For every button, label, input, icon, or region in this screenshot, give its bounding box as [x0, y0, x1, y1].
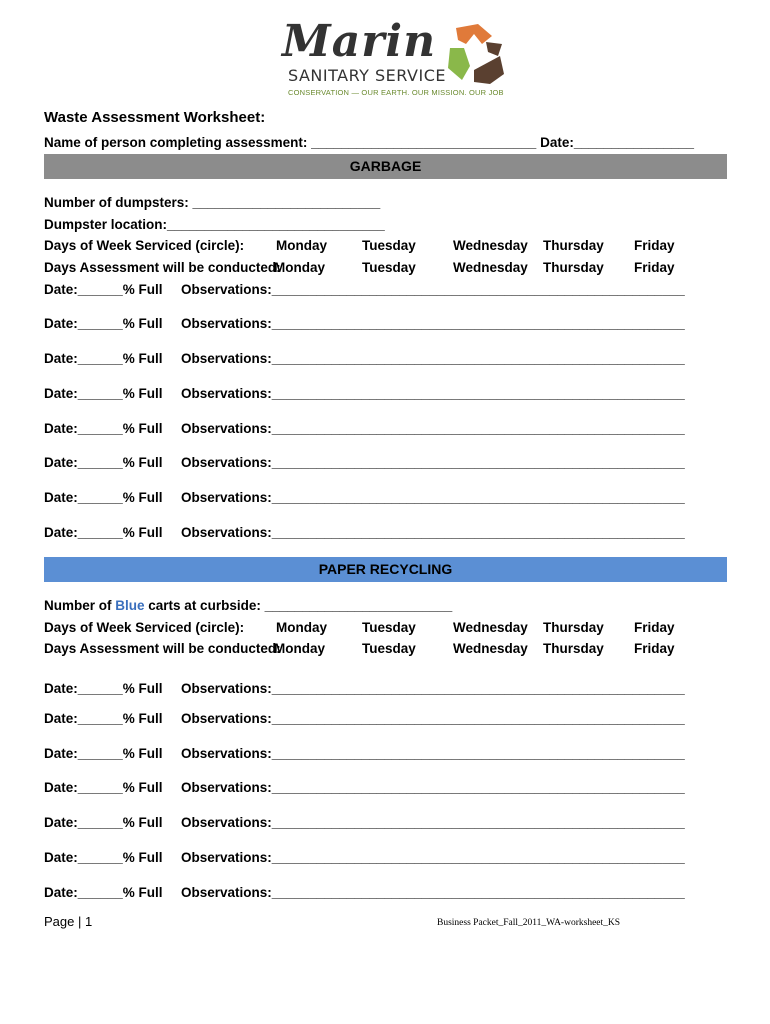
- logo-name: Marin: [282, 16, 437, 67]
- garbage-date-field[interactable]: Date:______% Full: [44, 351, 163, 366]
- worksheet-title: Waste Assessment Worksheet:: [44, 109, 266, 126]
- garbage-observations-field[interactable]: Observations:_______________________________________________________: [181, 316, 685, 331]
- paper-date-field[interactable]: Date:______% Full: [44, 815, 163, 830]
- paper-serviced-friday[interactable]: Friday: [634, 620, 675, 635]
- paper-serviced-thursday[interactable]: Thursday: [543, 620, 604, 635]
- dumpster-location-field[interactable]: Dumpster location:_____________________________: [44, 217, 385, 232]
- garbage-assessment-monday[interactable]: Monday: [274, 260, 326, 275]
- document-filename: Business Packet_Fall_2011_WA-worksheet_KS: [437, 918, 621, 928]
- garbage-date-field[interactable]: Date:______% Full: [44, 455, 163, 470]
- garbage-observations-field[interactable]: Observations:_______________________________________________________: [181, 490, 685, 505]
- garbage-serviced-label: Days of Week Serviced (circle):: [44, 238, 245, 253]
- garbage-assessment-label: Days Assessment will be conducted:: [44, 260, 281, 275]
- paper-date-field[interactable]: Date:______% Full: [44, 746, 163, 761]
- paper-observations-field[interactable]: Observations:_______________________________________________________: [181, 711, 685, 726]
- garbage-banner: GARBAGE: [44, 154, 727, 179]
- paper-assessment-tuesday[interactable]: Tuesday: [362, 641, 416, 656]
- company-logo: [282, 18, 512, 100]
- garbage-assessment-friday[interactable]: Friday: [634, 260, 675, 275]
- paper-observations-field[interactable]: Observations:_______________________________________________________: [181, 746, 685, 761]
- garbage-observations-field[interactable]: Observations:_______________________________________________________: [181, 386, 685, 401]
- paper-date-field[interactable]: Date:______% Full: [44, 780, 163, 795]
- carts-suffix: carts at curbside: _________________________: [144, 598, 453, 613]
- garbage-date-field[interactable]: Date:______% Full: [44, 282, 163, 297]
- garbage-observations-field[interactable]: Observations:_______________________________________________________: [181, 282, 685, 297]
- logo-tagline: CONSERVATION — OUR EARTH. OUR MISSION. OUR JOB: [288, 88, 504, 97]
- garbage-date-field[interactable]: Date:______% Full: [44, 421, 163, 436]
- paper-serviced-wednesday[interactable]: Wednesday: [453, 620, 528, 635]
- garbage-observations-field[interactable]: Observations:_______________________________________________________: [181, 455, 685, 470]
- garbage-date-field[interactable]: Date:______% Full: [44, 316, 163, 331]
- paper-date-field[interactable]: Date:______% Full: [44, 885, 163, 900]
- paper-serviced-tuesday[interactable]: Tuesday: [362, 620, 416, 635]
- assessor-name-line[interactable]: Name of person completing assessment: ______________________________ Date:________________: [44, 135, 694, 150]
- garbage-serviced-thursday[interactable]: Thursday: [543, 238, 604, 253]
- paper-recycling-banner: PAPER RECYCLING: [44, 557, 727, 582]
- paper-assessment-friday[interactable]: Friday: [634, 641, 675, 656]
- paper-assessment-label: Days Assessment will be conducted:: [44, 641, 281, 656]
- garbage-observations-field[interactable]: Observations:_______________________________________________________: [181, 525, 685, 540]
- garbage-serviced-friday[interactable]: Friday: [634, 238, 675, 253]
- garbage-serviced-monday[interactable]: Monday: [276, 238, 328, 253]
- paper-observations-field[interactable]: Observations:_______________________________________________________: [181, 681, 685, 696]
- carts-blue-word: Blue: [115, 598, 145, 613]
- paper-observations-field[interactable]: Observations:_______________________________________________________: [181, 850, 685, 865]
- dumpster-count-field[interactable]: Number of dumpsters: _________________________: [44, 195, 381, 210]
- garbage-serviced-tuesday[interactable]: Tuesday: [362, 238, 416, 253]
- garbage-observations-field[interactable]: Observations:_______________________________________________________: [181, 351, 685, 366]
- paper-date-field[interactable]: Date:______% Full: [44, 850, 163, 865]
- paper-observations-field[interactable]: Observations:_______________________________________________________: [181, 780, 685, 795]
- blue-cart-count-field[interactable]: [44, 598, 452, 614]
- garbage-date-field[interactable]: Date:______% Full: [44, 490, 163, 505]
- garbage-observations-field[interactable]: Observations:_______________________________________________________: [181, 421, 685, 436]
- garbage-date-field[interactable]: Date:______% Full: [44, 525, 163, 540]
- garbage-serviced-wednesday[interactable]: Wednesday: [453, 238, 528, 253]
- garbage-assessment-wednesday[interactable]: Wednesday: [453, 260, 528, 275]
- garbage-assessment-tuesday[interactable]: Tuesday: [362, 260, 416, 275]
- recycle-arrows-icon: [448, 22, 504, 86]
- paper-serviced-monday[interactable]: Monday: [276, 620, 328, 635]
- carts-prefix: Number of: [44, 598, 116, 613]
- garbage-date-field[interactable]: Date:______% Full: [44, 386, 163, 401]
- paper-date-field[interactable]: Date:______% Full: [44, 681, 163, 696]
- paper-assessment-monday[interactable]: Monday: [274, 641, 326, 656]
- page-number: Page | 1: [44, 914, 93, 929]
- paper-date-field[interactable]: Date:______% Full: [44, 711, 163, 726]
- paper-observations-field[interactable]: Observations:_______________________________________________________: [181, 885, 685, 900]
- paper-assessment-thursday[interactable]: Thursday: [543, 641, 604, 656]
- paper-serviced-label: Days of Week Serviced (circle):: [44, 620, 245, 635]
- paper-assessment-wednesday[interactable]: Wednesday: [453, 641, 528, 656]
- garbage-assessment-thursday[interactable]: Thursday: [543, 260, 604, 275]
- logo-subtitle: SANITARY SERVICE: [288, 66, 446, 85]
- paper-observations-field[interactable]: Observations:_______________________________________________________: [181, 815, 685, 830]
